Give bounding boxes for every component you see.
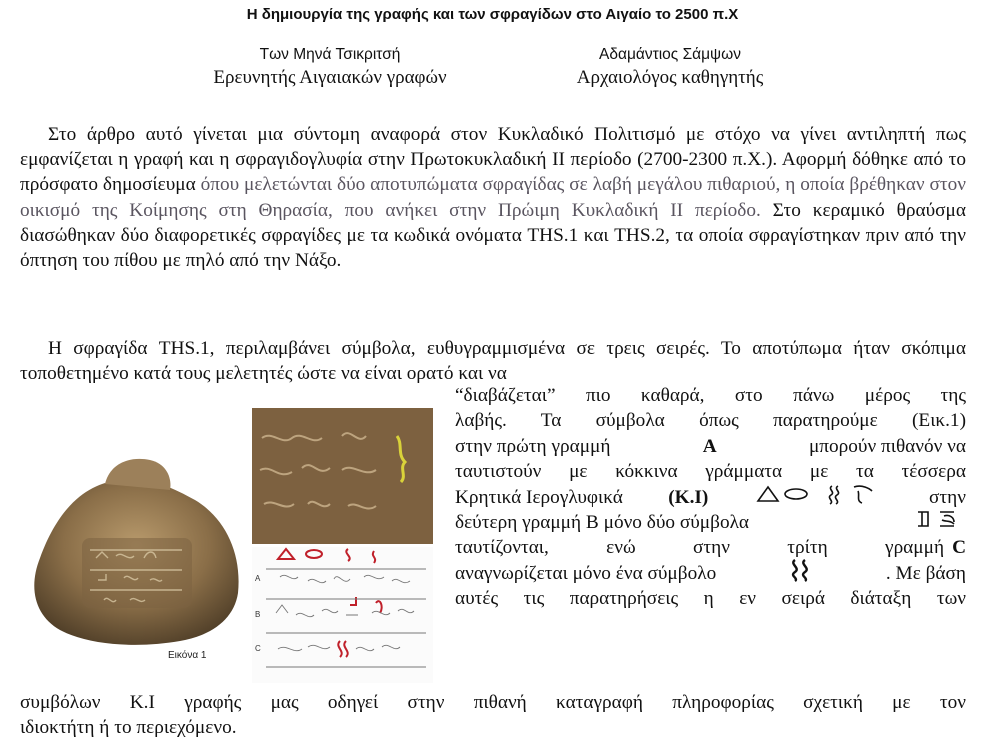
paragraph-1 <box>20 122 966 273</box>
author-2 <box>530 44 810 90</box>
side-line-9: αυτές τις παρατηρήσεις η εν σειρά διάταξη των <box>455 588 966 610</box>
paragraph-2-intro-text: Η σφραγίδα THS.1, περιλαμβάνει σύμβολα, ευθυγραμμισμένα σε τρεις σειρές. Το αποτύπωμα ήταν σκόπιμα τοποθετημένο κατά τους μελετητές ώστε να είναι ορατό και να <box>20 338 966 385</box>
row-label-b: B <box>255 610 261 619</box>
paragraph-1-part2: Στο κεραμικό θραύσμα διασώθηκαν δύο διαφορετικές σφραγίδες με τα κωδικά ονόματα THS.1 και THS.2, τα οποία σφραγίστηκαν πριν από την όπτηση του πίθου με πηλό από την Νάξο. <box>20 199 966 272</box>
author-1-name: Των Μηνά Τσικριτσή <box>259 46 401 63</box>
side-line-7b: C <box>952 537 966 559</box>
figure-caption: Εικόνα 1 <box>168 650 207 661</box>
side-line-3b: Α <box>702 435 717 457</box>
side-line-3 <box>455 434 966 459</box>
row-label-c: C <box>255 644 261 653</box>
side-line-7 <box>455 535 966 560</box>
document-title: Η δημιουργία της γραφής και των σφραγίδων στο Αιγαίο το 2500 π.Χ <box>246 6 739 23</box>
hieroglyph-symbols-row-a <box>754 483 884 512</box>
side-line-4: ταυτιστούν με κόκκινα γράμματα με τα τέσσερα <box>455 461 966 483</box>
side-line-8 <box>455 561 966 586</box>
side-line-2: λαβής. Τα σύμβολα όπως παρατηρούμε (Εικ.1) <box>455 410 966 432</box>
side-line-3c: μπορούν πιθανόν να <box>804 435 966 457</box>
bottom-line-2: ιδιοκτήτη ή το περιεχόμενο. <box>20 717 237 739</box>
side-line-1: “διαβάζεται” πιο καθαρά, στο πάνω μέρος της <box>455 385 966 406</box>
author-2-name: Αδαμάντιος Σάμψων <box>599 46 741 63</box>
side-line-5b: (Κ.Ι) <box>668 486 709 508</box>
side-line-3a: στην πρώτη γραμμή <box>455 435 616 457</box>
author-1 <box>160 44 500 90</box>
side-line-5 <box>455 485 966 510</box>
side-line-7a: ταυτίζονται, ενώ στην τρίτη γραμμή <box>455 537 945 559</box>
seal-closeup-photo <box>252 408 433 544</box>
figure-1 <box>20 408 433 683</box>
bottom-line-1: συμβόλων Κ.Ι γραφής μας οδηγεί στην πιθανή καταγραφή πληροφορίας σχετική με τον <box>20 692 966 713</box>
hieroglyph-symbol-row-c <box>787 558 815 589</box>
seal-drawing <box>252 547 433 683</box>
side-line-8b: . Με βάση <box>885 562 966 584</box>
side-line-5c: στην <box>929 486 966 508</box>
row-label-a: A <box>255 574 261 583</box>
side-line-5a: Κρητικά Ιερογλυφικά <box>455 486 623 508</box>
author-1-role: Ερευνητής Αιγαιακών γραφών <box>213 67 447 88</box>
paragraph-1-part1: Στο άρθρο αυτό γίνεται μια σύντομη αναφορά στον Κυκλαδικό Πολιτισμό με στόχο να γίνει αντιληπτή πως εμφανίζεται η γραφή και η σφραγιδογλυφία στην Πρωτοκυκλαδική ΙΙ περίοδο (2700-2300 π.Χ.). Αφορμή δόθηκε από το πρόσφατο δημοσίευμα <box>20 124 966 196</box>
paragraph-2-intro <box>20 336 966 386</box>
side-line-8a: αναγνωρίζεται μόνο ένα σύμβολο <box>455 562 717 584</box>
paragraph-1-quoted: όπου μελετώνται δύο αποτυπώματα σφραγίδας σε λαβή μεγάλου πιθαριού, η οποία βρέθηκαν στον οικισμό της Κοίμησης στη Θηρασία, που ανήκει στην Πρώιμη Κυκλαδική ΙΙ περίοδο. <box>20 174 966 221</box>
paragraph-2-bottom <box>20 690 966 741</box>
hieroglyph-symbols-row-b <box>914 508 966 537</box>
side-line-6a: δεύτερη γραμμή Β μόνο δύο σύμβολα <box>455 511 750 533</box>
pithos-handle-photo <box>20 408 248 683</box>
author-2-role: Αρχαιολόγος καθηγητής <box>576 67 764 88</box>
figure-side-text <box>455 383 966 612</box>
side-line-6 <box>455 510 966 535</box>
